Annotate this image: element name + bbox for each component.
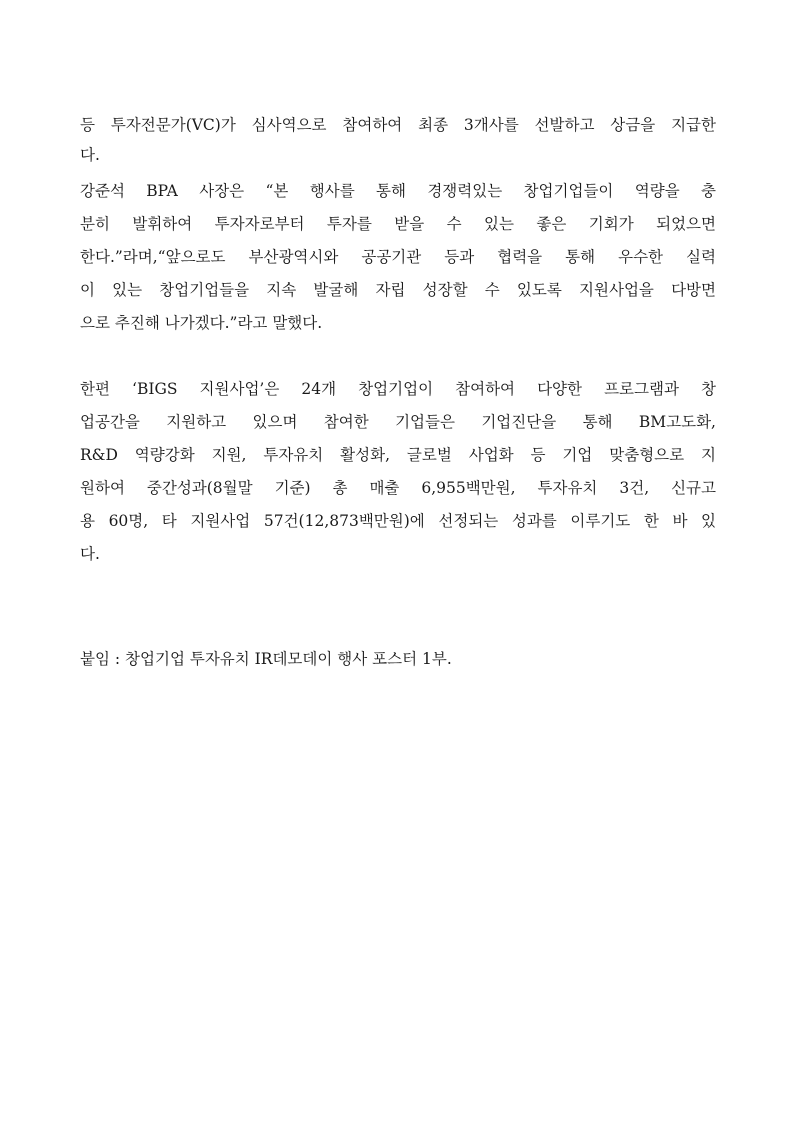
paragraph-3-line-6: 다. — [80, 545, 100, 563]
paragraph-3-line-5: 용 60명, 타 지원사업 57건(12,873백만원)에 선정되는 성과를 이루기도 한 바 있 — [80, 512, 716, 530]
paragraph-3-line-4: 원하여 중간성과(8월말 기준) 총 매출 6,955백만원, 투자유치 3건, 신규고 — [80, 479, 716, 497]
paragraph-2-line-5: 으로 추진해 나가겠다.”라고 말했다. — [80, 314, 323, 332]
paragraph-2-line-3: 한다.”라며,“앞으로도 부산광역시와 공공기관 등과 협력을 통해 우수한 실력 — [80, 248, 716, 266]
attachment-note: 붙임 : 창업기업 투자유치 IR데모데이 행사 포스터 1부. — [80, 650, 452, 668]
paragraph-2-line-2: 분히 발휘하여 투자자로부터 투자를 받을 수 있는 좋은 기회가 되었으면 — [80, 215, 716, 233]
paragraph-1-line-2: 다. — [80, 146, 100, 164]
paragraph-2-line-4: 이 있는 창업기업들을 지속 발굴해 자립 성장할 수 있도록 지원사업을 다방면 — [80, 281, 716, 299]
paragraph-2-line-1: 강준석 BPA 사장은 “본 행사를 통해 경쟁력있는 창업기업들이 역량을 충 — [80, 182, 716, 200]
paragraph-3-line-2: 업공간을 지원하고 있으며 참여한 기업들은 기업진단을 통해 BM고도화, — [80, 413, 716, 431]
paragraph-3-line-3: R&D 역량강화 지원, 투자유치 활성화, 글로벌 사업화 등 기업 맞춤형으로 지 — [80, 446, 716, 464]
paragraph-1-line-1: 등 투자전문가(VC)가 심사역으로 참여하여 최종 3개사를 선발하고 상금을 지급한 — [80, 116, 716, 134]
paragraph-3-line-1: 한편 ‘BIGS 지원사업’은 24개 창업기업이 참여하여 다양한 프로그램과 창 — [80, 380, 716, 398]
